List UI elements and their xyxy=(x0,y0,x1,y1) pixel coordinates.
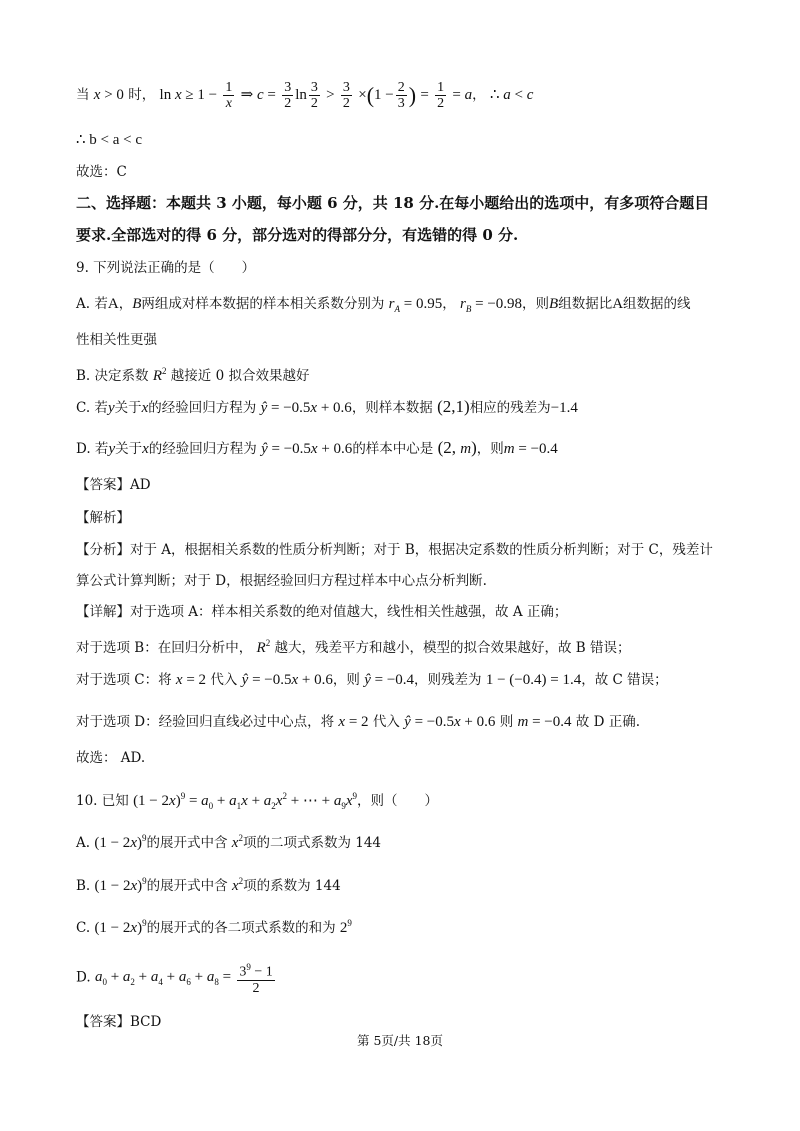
q9-analysis-2: 算公式计算判断；对于 D，根据经验回归方程过样本中心点分析判断. xyxy=(76,573,487,589)
page-footer: 第 5页/共 18页 xyxy=(356,1033,444,1048)
q10-answer: 【答案】BCD xyxy=(76,1014,162,1030)
q9-option-c: C. 若y关于x的经验回归方程为 ŷ = −0.5x + 0.6，则样本数据 (2,1)相应的残差为−1.4 xyxy=(76,397,578,416)
q9-option-b: B. 决定系数 $R^2$ 越接近 0 拟合效果越好 xyxy=(76,366,310,384)
q10-option-c: C. $(1 - 2x)^9$的展开式的各二项式系数的和为 $2^9$ xyxy=(76,918,352,936)
section-header-line-1: 二、选择题：本题共 3 小题，每小题 6 分，共 18 分.在每小题给出的选项中，有多项符合题目 xyxy=(76,194,710,212)
prev-line-1: 当 x > 0 时， ln x ≥ 1 − $\frac{1}{x}$ ⇒ c = $\frac{3}{2}$ ln $\frac{3}{2}$ > $\frac{3}{2}$ ×(1 − $\frac{2}{3}$ ) = $\frac{1}{2}$ = a， ∴ a < c xyxy=(76,80,534,111)
prev-answer: 故选：C xyxy=(76,164,127,180)
q9-detail-1: 【详解】对于选项 A：样本相关系数的绝对值越大，线性相关性越强，故 A 正确； xyxy=(76,604,568,620)
prev-line-2: ∴ b < a < c xyxy=(76,132,143,148)
q9-detail-4: 对于选项 D：经验回归直线必过中心点，将 x = 2 代入 ŷ = −0.5x + 0.6 则 m = −0.4 故 D 正确. xyxy=(76,714,640,730)
q10-stem: 10. 已知 $(1 - 2x)^9 = a_0 + a_1x + a_2x^2$ + ⋯ + $a_9x^9$，则（ ） xyxy=(76,791,439,811)
q9-detail-3: 对于选项 C：将 x = 2 代入 ŷ = −0.5x + 0.6，则 ŷ = −0.4，则残差为 1 − (−0.4) = 1.4，故 C 错误； xyxy=(76,672,668,688)
section-header-line-2: 要求.全部选对的得 6 分，部分选对的得部分分，有选错的得 0 分. xyxy=(76,226,519,244)
q9-stem: 9. 下列说法正确的是（ ） xyxy=(76,260,256,276)
q10-option-d: D. $a_0 + a_2 + a_4 + a_6 + a_8$ = $\frac{3^9 - 1}{2}$ xyxy=(76,962,273,996)
q10-option-a: A. $(1 - 2x)^9$的展开式中含 $x^2$项的二项式系数为 144 xyxy=(76,833,382,851)
q9-analysis-1: 【分析】对于 A，根据相关系数的性质分析判断；对于 B，根据决定系数的性质分析判断；对于 C，残差计 xyxy=(76,542,713,558)
q10-option-b: B. $(1 - 2x)^9$的展开式中含 $x^2$项的系数为 144 xyxy=(76,876,341,894)
q9-jiexi: 【解析】 xyxy=(76,510,130,526)
q9-option-a: A. 若A，B两组成对样本数据的样本相关系数分别为 $r_A = 0.95$， $r_B = -0.98$，则B组数据比A组数据的线 xyxy=(76,296,691,314)
q9-option-d: D. 若y关于x的经验回归方程为 ŷ = −0.5x + 0.6的样本中心是 (2, m)，则m = −0.4 xyxy=(76,438,558,457)
q9-answer: 【答案】AD xyxy=(76,477,151,493)
q9-detail-2: 对于选项 B：在回归分析中， $R^2$ 越大，残差平方和越小，模型的拟合效果越好，故 B 错误； xyxy=(76,638,631,656)
q9-option-a-cont: 性相关性更强 xyxy=(76,332,157,348)
q9-conclusion: 故选： AD. xyxy=(76,750,146,766)
